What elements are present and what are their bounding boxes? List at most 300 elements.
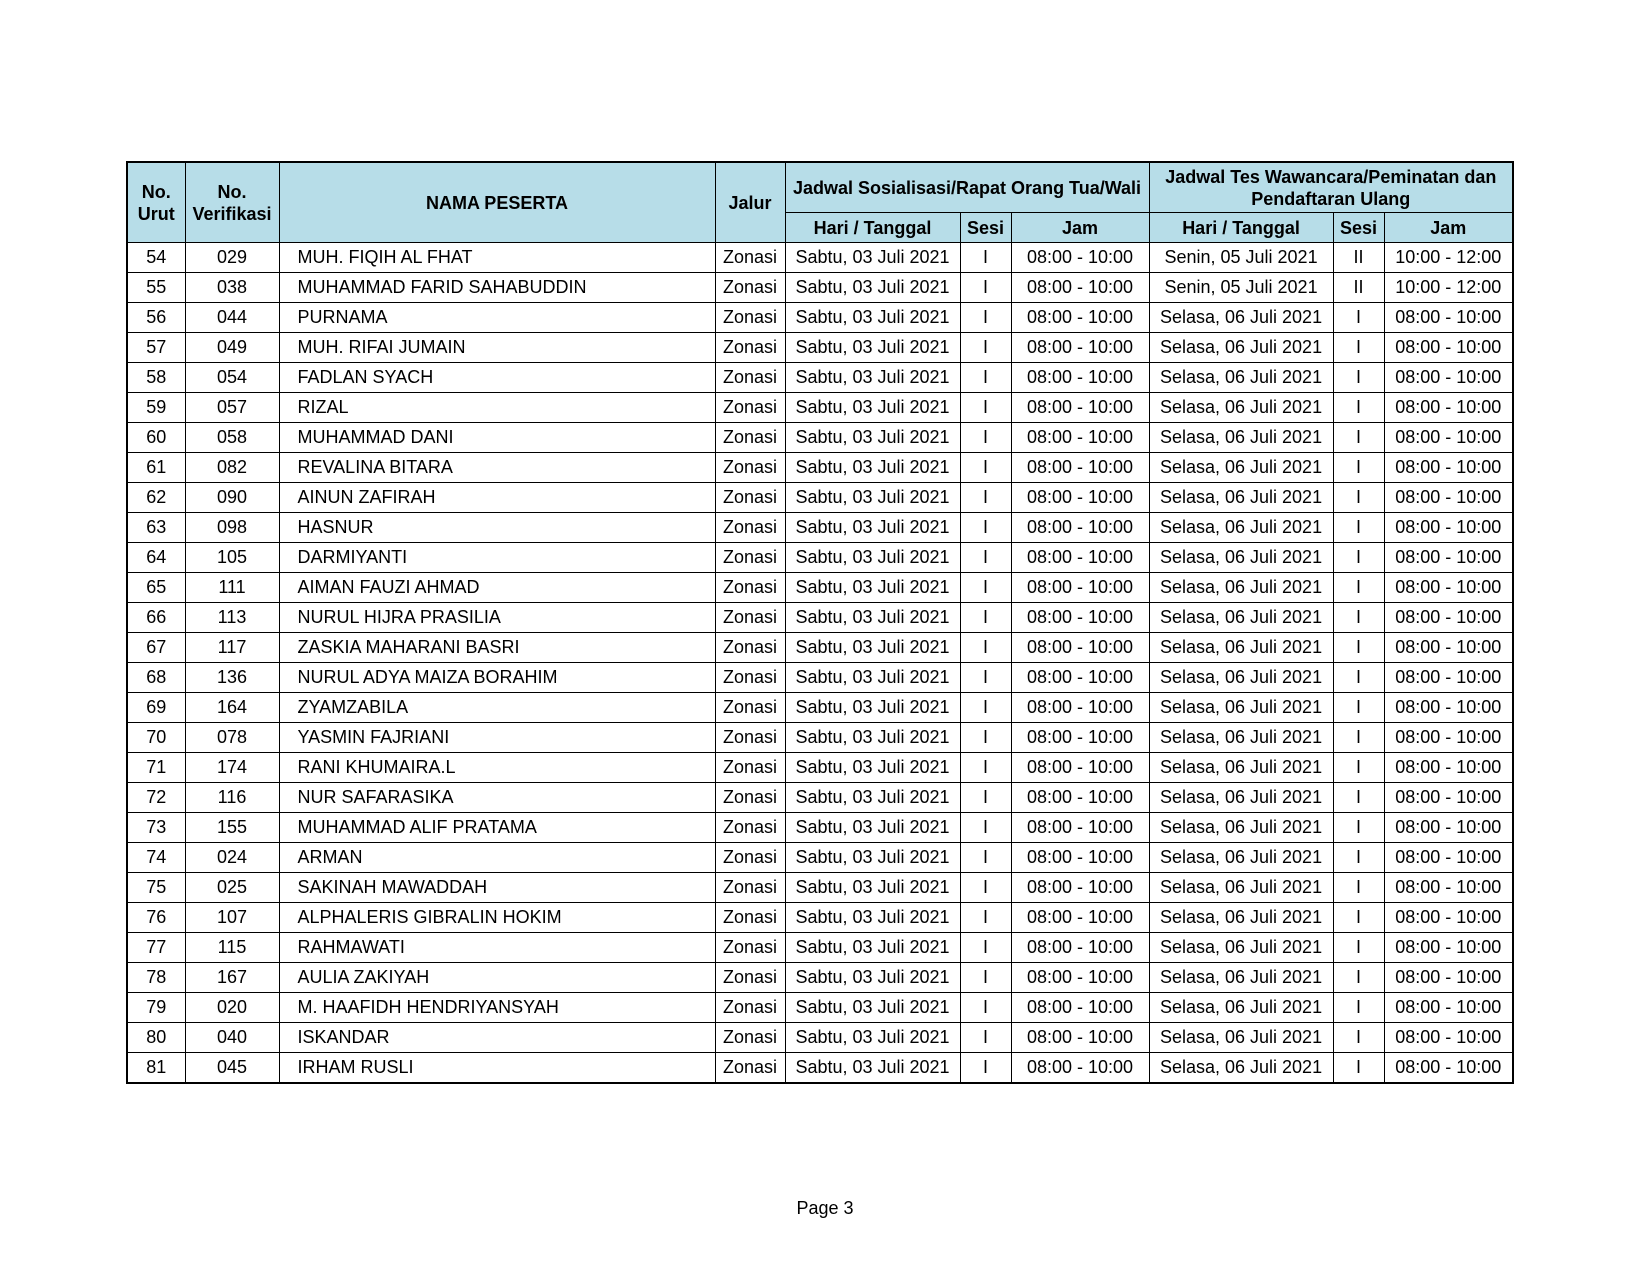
cell-hari-tanggal-sosialisasi: Sabtu, 03 Juli 2021 bbox=[785, 873, 960, 903]
cell-hari-tanggal-sosialisasi: Sabtu, 03 Juli 2021 bbox=[785, 603, 960, 633]
cell-sesi-tes: I bbox=[1333, 633, 1384, 663]
cell-sesi-tes: I bbox=[1333, 843, 1384, 873]
cell-sesi-tes: I bbox=[1333, 513, 1384, 543]
cell-hari-tanggal-tes: Selasa, 06 Juli 2021 bbox=[1149, 303, 1333, 333]
table-row bbox=[127, 723, 1513, 753]
header-jam-1: Jam bbox=[1011, 213, 1149, 243]
cell-sesi-sosialisasi: I bbox=[960, 813, 1011, 843]
table-row bbox=[127, 993, 1513, 1023]
cell-hari-tanggal-tes: Selasa, 06 Juli 2021 bbox=[1149, 513, 1333, 543]
cell-no-urut: 75 bbox=[127, 873, 185, 903]
cell-sesi-sosialisasi: I bbox=[960, 543, 1011, 573]
cell-jalur: Zonasi bbox=[715, 753, 785, 783]
table-row bbox=[127, 363, 1513, 393]
cell-nama: YASMIN FAJRIANI bbox=[279, 723, 715, 753]
cell-sesi-tes: II bbox=[1333, 243, 1384, 273]
cell-sesi-tes: I bbox=[1333, 903, 1384, 933]
cell-hari-tanggal-tes: Selasa, 06 Juli 2021 bbox=[1149, 603, 1333, 633]
cell-jam-sosialisasi: 08:00 - 10:00 bbox=[1011, 573, 1149, 603]
cell-sesi-tes: II bbox=[1333, 273, 1384, 303]
table-row bbox=[127, 273, 1513, 303]
header-nama-peserta: NAMA PESERTA bbox=[279, 162, 715, 243]
cell-jalur: Zonasi bbox=[715, 543, 785, 573]
cell-no-urut: 71 bbox=[127, 753, 185, 783]
cell-no-urut: 80 bbox=[127, 1023, 185, 1053]
cell-jalur: Zonasi bbox=[715, 1023, 785, 1053]
cell-jalur: Zonasi bbox=[715, 603, 785, 633]
table-row bbox=[127, 933, 1513, 963]
cell-no-verifikasi: 115 bbox=[185, 933, 279, 963]
cell-jalur: Zonasi bbox=[715, 573, 785, 603]
cell-no-verifikasi: 024 bbox=[185, 843, 279, 873]
cell-jam-tes: 08:00 - 10:00 bbox=[1384, 393, 1513, 423]
cell-nama: MUHAMMAD FARID SAHABUDDIN bbox=[279, 273, 715, 303]
cell-sesi-tes: I bbox=[1333, 303, 1384, 333]
cell-sesi-sosialisasi: I bbox=[960, 933, 1011, 963]
cell-hari-tanggal-tes: Senin, 05 Juli 2021 bbox=[1149, 273, 1333, 303]
cell-sesi-tes: I bbox=[1333, 333, 1384, 363]
cell-no-verifikasi: 174 bbox=[185, 753, 279, 783]
cell-nama: HASNUR bbox=[279, 513, 715, 543]
cell-no-urut: 72 bbox=[127, 783, 185, 813]
cell-jam-tes: 08:00 - 10:00 bbox=[1384, 1023, 1513, 1053]
cell-jam-tes: 08:00 - 10:00 bbox=[1384, 303, 1513, 333]
table-body bbox=[127, 243, 1513, 1084]
cell-sesi-sosialisasi: I bbox=[960, 903, 1011, 933]
header-hari-tanggal-2: Hari / Tanggal bbox=[1149, 213, 1333, 243]
cell-nama: RIZAL bbox=[279, 393, 715, 423]
cell-hari-tanggal-tes: Selasa, 06 Juli 2021 bbox=[1149, 453, 1333, 483]
cell-jam-sosialisasi: 08:00 - 10:00 bbox=[1011, 993, 1149, 1023]
cell-jalur: Zonasi bbox=[715, 843, 785, 873]
cell-nama: AIMAN FAUZI AHMAD bbox=[279, 573, 715, 603]
cell-no-verifikasi: 107 bbox=[185, 903, 279, 933]
cell-jam-sosialisasi: 08:00 - 10:00 bbox=[1011, 363, 1149, 393]
cell-jam-tes: 08:00 - 10:00 bbox=[1384, 513, 1513, 543]
cell-jam-sosialisasi: 08:00 - 10:00 bbox=[1011, 933, 1149, 963]
cell-no-verifikasi: 078 bbox=[185, 723, 279, 753]
cell-no-verifikasi: 038 bbox=[185, 273, 279, 303]
table-row bbox=[127, 333, 1513, 363]
cell-sesi-sosialisasi: I bbox=[960, 423, 1011, 453]
cell-jalur: Zonasi bbox=[715, 963, 785, 993]
cell-jam-sosialisasi: 08:00 - 10:00 bbox=[1011, 333, 1149, 363]
table-row bbox=[127, 633, 1513, 663]
cell-hari-tanggal-sosialisasi: Sabtu, 03 Juli 2021 bbox=[785, 1023, 960, 1053]
cell-nama: MUH. FIQIH AL FHAT bbox=[279, 243, 715, 273]
cell-no-verifikasi: 082 bbox=[185, 453, 279, 483]
cell-jam-sosialisasi: 08:00 - 10:00 bbox=[1011, 423, 1149, 453]
cell-hari-tanggal-tes: Selasa, 06 Juli 2021 bbox=[1149, 1053, 1333, 1084]
cell-jalur: Zonasi bbox=[715, 873, 785, 903]
table-row bbox=[127, 753, 1513, 783]
cell-no-verifikasi: 029 bbox=[185, 243, 279, 273]
table-row bbox=[127, 483, 1513, 513]
cell-jalur: Zonasi bbox=[715, 453, 785, 483]
cell-no-urut: 68 bbox=[127, 663, 185, 693]
cell-no-urut: 81 bbox=[127, 1053, 185, 1084]
table-row bbox=[127, 693, 1513, 723]
cell-sesi-sosialisasi: I bbox=[960, 753, 1011, 783]
cell-sesi-tes: I bbox=[1333, 873, 1384, 903]
cell-nama: IRHAM RUSLI bbox=[279, 1053, 715, 1084]
cell-no-verifikasi: 113 bbox=[185, 603, 279, 633]
schedule-table bbox=[126, 161, 1514, 1084]
cell-sesi-sosialisasi: I bbox=[960, 783, 1011, 813]
table-row bbox=[127, 1053, 1513, 1084]
cell-hari-tanggal-sosialisasi: Sabtu, 03 Juli 2021 bbox=[785, 1053, 960, 1084]
cell-jalur: Zonasi bbox=[715, 903, 785, 933]
cell-jam-tes: 08:00 - 10:00 bbox=[1384, 483, 1513, 513]
cell-nama: M. HAAFIDH HENDRIYANSYAH bbox=[279, 993, 715, 1023]
cell-hari-tanggal-tes: Selasa, 06 Juli 2021 bbox=[1149, 783, 1333, 813]
cell-hari-tanggal-tes: Selasa, 06 Juli 2021 bbox=[1149, 393, 1333, 423]
table-row bbox=[127, 813, 1513, 843]
cell-sesi-tes: I bbox=[1333, 933, 1384, 963]
cell-sesi-sosialisasi: I bbox=[960, 513, 1011, 543]
cell-jam-tes: 08:00 - 10:00 bbox=[1384, 993, 1513, 1023]
table-row bbox=[127, 843, 1513, 873]
cell-hari-tanggal-tes: Selasa, 06 Juli 2021 bbox=[1149, 693, 1333, 723]
cell-no-urut: 61 bbox=[127, 453, 185, 483]
cell-jam-sosialisasi: 08:00 - 10:00 bbox=[1011, 753, 1149, 783]
cell-jam-sosialisasi: 08:00 - 10:00 bbox=[1011, 1053, 1149, 1084]
cell-jam-tes: 08:00 - 10:00 bbox=[1384, 843, 1513, 873]
cell-jalur: Zonasi bbox=[715, 303, 785, 333]
cell-hari-tanggal-sosialisasi: Sabtu, 03 Juli 2021 bbox=[785, 903, 960, 933]
cell-jalur: Zonasi bbox=[715, 393, 785, 423]
cell-nama: MUHAMMAD DANI bbox=[279, 423, 715, 453]
cell-no-urut: 58 bbox=[127, 363, 185, 393]
cell-no-urut: 74 bbox=[127, 843, 185, 873]
cell-sesi-tes: I bbox=[1333, 663, 1384, 693]
cell-jam-tes: 08:00 - 10:00 bbox=[1384, 783, 1513, 813]
table-row bbox=[127, 783, 1513, 813]
table-row bbox=[127, 1023, 1513, 1053]
cell-nama: AINUN ZAFIRAH bbox=[279, 483, 715, 513]
cell-nama: ISKANDAR bbox=[279, 1023, 715, 1053]
cell-no-urut: 76 bbox=[127, 903, 185, 933]
cell-jam-tes: 08:00 - 10:00 bbox=[1384, 633, 1513, 663]
cell-jam-sosialisasi: 08:00 - 10:00 bbox=[1011, 963, 1149, 993]
cell-nama: ZASKIA MAHARANI BASRI bbox=[279, 633, 715, 663]
cell-sesi-sosialisasi: I bbox=[960, 1023, 1011, 1053]
cell-sesi-tes: I bbox=[1333, 483, 1384, 513]
cell-hari-tanggal-tes: Selasa, 06 Juli 2021 bbox=[1149, 573, 1333, 603]
cell-jam-sosialisasi: 08:00 - 10:00 bbox=[1011, 783, 1149, 813]
cell-hari-tanggal-tes: Selasa, 06 Juli 2021 bbox=[1149, 723, 1333, 753]
cell-sesi-tes: I bbox=[1333, 453, 1384, 483]
cell-hari-tanggal-sosialisasi: Sabtu, 03 Juli 2021 bbox=[785, 453, 960, 483]
cell-no-urut: 73 bbox=[127, 813, 185, 843]
cell-sesi-sosialisasi: I bbox=[960, 1053, 1011, 1084]
cell-jam-sosialisasi: 08:00 - 10:00 bbox=[1011, 903, 1149, 933]
cell-jam-tes: 08:00 - 10:00 bbox=[1384, 573, 1513, 603]
table-row bbox=[127, 243, 1513, 273]
cell-no-urut: 77 bbox=[127, 933, 185, 963]
cell-hari-tanggal-sosialisasi: Sabtu, 03 Juli 2021 bbox=[785, 243, 960, 273]
cell-no-verifikasi: 167 bbox=[185, 963, 279, 993]
cell-no-verifikasi: 057 bbox=[185, 393, 279, 423]
cell-no-urut: 63 bbox=[127, 513, 185, 543]
cell-no-urut: 60 bbox=[127, 423, 185, 453]
cell-sesi-sosialisasi: I bbox=[960, 663, 1011, 693]
cell-jam-sosialisasi: 08:00 - 10:00 bbox=[1011, 483, 1149, 513]
cell-jam-sosialisasi: 08:00 - 10:00 bbox=[1011, 723, 1149, 753]
cell-jam-sosialisasi: 08:00 - 10:00 bbox=[1011, 453, 1149, 483]
cell-jam-tes: 08:00 - 10:00 bbox=[1384, 873, 1513, 903]
header-hari-tanggal-1: Hari / Tanggal bbox=[785, 213, 960, 243]
cell-sesi-tes: I bbox=[1333, 993, 1384, 1023]
cell-nama: RANI KHUMAIRA.L bbox=[279, 753, 715, 783]
cell-nama: MUHAMMAD ALIF PRATAMA bbox=[279, 813, 715, 843]
cell-no-urut: 69 bbox=[127, 693, 185, 723]
table-row bbox=[127, 393, 1513, 423]
cell-jam-sosialisasi: 08:00 - 10:00 bbox=[1011, 633, 1149, 663]
cell-hari-tanggal-tes: Selasa, 06 Juli 2021 bbox=[1149, 543, 1333, 573]
header-group-sosialisasi: Jadwal Sosialisasi/Rapat Orang Tua/Wali bbox=[785, 162, 1149, 213]
cell-no-verifikasi: 054 bbox=[185, 363, 279, 393]
cell-hari-tanggal-tes: Selasa, 06 Juli 2021 bbox=[1149, 333, 1333, 363]
cell-jalur: Zonasi bbox=[715, 273, 785, 303]
table-row bbox=[127, 873, 1513, 903]
cell-sesi-tes: I bbox=[1333, 1053, 1384, 1084]
cell-no-verifikasi: 044 bbox=[185, 303, 279, 333]
cell-no-urut: 56 bbox=[127, 303, 185, 333]
cell-no-urut: 65 bbox=[127, 573, 185, 603]
cell-jam-sosialisasi: 08:00 - 10:00 bbox=[1011, 393, 1149, 423]
cell-sesi-sosialisasi: I bbox=[960, 603, 1011, 633]
cell-hari-tanggal-sosialisasi: Sabtu, 03 Juli 2021 bbox=[785, 423, 960, 453]
cell-hari-tanggal-sosialisasi: Sabtu, 03 Juli 2021 bbox=[785, 753, 960, 783]
cell-hari-tanggal-sosialisasi: Sabtu, 03 Juli 2021 bbox=[785, 543, 960, 573]
cell-sesi-sosialisasi: I bbox=[960, 483, 1011, 513]
cell-hari-tanggal-sosialisasi: Sabtu, 03 Juli 2021 bbox=[785, 513, 960, 543]
cell-jam-tes: 08:00 - 10:00 bbox=[1384, 903, 1513, 933]
cell-nama: RAHMAWATI bbox=[279, 933, 715, 963]
cell-hari-tanggal-tes: Selasa, 06 Juli 2021 bbox=[1149, 1023, 1333, 1053]
cell-no-urut: 67 bbox=[127, 633, 185, 663]
cell-no-verifikasi: 155 bbox=[185, 813, 279, 843]
table-row bbox=[127, 513, 1513, 543]
cell-sesi-tes: I bbox=[1333, 813, 1384, 843]
cell-no-verifikasi: 045 bbox=[185, 1053, 279, 1084]
cell-jam-tes: 08:00 - 10:00 bbox=[1384, 333, 1513, 363]
cell-no-verifikasi: 025 bbox=[185, 873, 279, 903]
cell-jam-sosialisasi: 08:00 - 10:00 bbox=[1011, 1023, 1149, 1053]
cell-nama: MUH. RIFAI JUMAIN bbox=[279, 333, 715, 363]
cell-sesi-tes: I bbox=[1333, 573, 1384, 603]
cell-no-urut: 59 bbox=[127, 393, 185, 423]
header-no-verifikasi: No. Verifikasi bbox=[185, 162, 279, 243]
cell-no-verifikasi: 040 bbox=[185, 1023, 279, 1053]
cell-jam-tes: 08:00 - 10:00 bbox=[1384, 603, 1513, 633]
cell-hari-tanggal-sosialisasi: Sabtu, 03 Juli 2021 bbox=[785, 723, 960, 753]
cell-nama: ALPHALERIS GIBRALIN HOKIM bbox=[279, 903, 715, 933]
cell-jam-sosialisasi: 08:00 - 10:00 bbox=[1011, 243, 1149, 273]
table-row bbox=[127, 573, 1513, 603]
cell-jam-tes: 08:00 - 10:00 bbox=[1384, 453, 1513, 483]
cell-jam-tes: 08:00 - 10:00 bbox=[1384, 933, 1513, 963]
cell-hari-tanggal-sosialisasi: Sabtu, 03 Juli 2021 bbox=[785, 273, 960, 303]
cell-no-verifikasi: 111 bbox=[185, 573, 279, 603]
cell-hari-tanggal-tes: Senin, 05 Juli 2021 bbox=[1149, 243, 1333, 273]
table-row bbox=[127, 303, 1513, 333]
header-jam-2: Jam bbox=[1384, 213, 1513, 243]
cell-jam-tes: 10:00 - 12:00 bbox=[1384, 243, 1513, 273]
cell-jam-tes: 08:00 - 10:00 bbox=[1384, 723, 1513, 753]
cell-sesi-tes: I bbox=[1333, 753, 1384, 783]
cell-sesi-sosialisasi: I bbox=[960, 303, 1011, 333]
cell-jam-tes: 10:00 - 12:00 bbox=[1384, 273, 1513, 303]
cell-no-urut: 66 bbox=[127, 603, 185, 633]
cell-hari-tanggal-tes: Selasa, 06 Juli 2021 bbox=[1149, 843, 1333, 873]
cell-hari-tanggal-tes: Selasa, 06 Juli 2021 bbox=[1149, 753, 1333, 783]
cell-jam-sosialisasi: 08:00 - 10:00 bbox=[1011, 603, 1149, 633]
cell-jam-sosialisasi: 08:00 - 10:00 bbox=[1011, 273, 1149, 303]
table-row bbox=[127, 963, 1513, 993]
cell-jalur: Zonasi bbox=[715, 363, 785, 393]
cell-nama: REVALINA BITARA bbox=[279, 453, 715, 483]
cell-sesi-tes: I bbox=[1333, 783, 1384, 813]
cell-hari-tanggal-sosialisasi: Sabtu, 03 Juli 2021 bbox=[785, 993, 960, 1023]
cell-hari-tanggal-sosialisasi: Sabtu, 03 Juli 2021 bbox=[785, 663, 960, 693]
cell-jalur: Zonasi bbox=[715, 1053, 785, 1084]
cell-sesi-sosialisasi: I bbox=[960, 843, 1011, 873]
cell-sesi-sosialisasi: I bbox=[960, 993, 1011, 1023]
cell-jam-sosialisasi: 08:00 - 10:00 bbox=[1011, 303, 1149, 333]
cell-nama: NURUL HIJRA PRASILIA bbox=[279, 603, 715, 633]
cell-hari-tanggal-sosialisasi: Sabtu, 03 Juli 2021 bbox=[785, 363, 960, 393]
cell-jalur: Zonasi bbox=[715, 723, 785, 753]
cell-hari-tanggal-sosialisasi: Sabtu, 03 Juli 2021 bbox=[785, 393, 960, 423]
cell-jam-tes: 08:00 - 10:00 bbox=[1384, 663, 1513, 693]
cell-jalur: Zonasi bbox=[715, 633, 785, 663]
cell-sesi-sosialisasi: I bbox=[960, 273, 1011, 303]
header-jalur: Jalur bbox=[715, 162, 785, 243]
cell-no-urut: 70 bbox=[127, 723, 185, 753]
cell-no-verifikasi: 090 bbox=[185, 483, 279, 513]
table-row bbox=[127, 423, 1513, 453]
cell-jalur: Zonasi bbox=[715, 813, 785, 843]
cell-sesi-sosialisasi: I bbox=[960, 363, 1011, 393]
cell-sesi-tes: I bbox=[1333, 693, 1384, 723]
cell-jalur: Zonasi bbox=[715, 783, 785, 813]
cell-sesi-tes: I bbox=[1333, 543, 1384, 573]
cell-sesi-tes: I bbox=[1333, 723, 1384, 753]
page-number: Page 3 bbox=[796, 1198, 854, 1218]
header-sesi-1: Sesi bbox=[960, 213, 1011, 243]
header-group-tes: Jadwal Tes Wawancara/Peminatan dan Pendaftaran Ulang bbox=[1149, 162, 1513, 213]
cell-hari-tanggal-tes: Selasa, 06 Juli 2021 bbox=[1149, 813, 1333, 843]
cell-sesi-tes: I bbox=[1333, 423, 1384, 453]
cell-jalur: Zonasi bbox=[715, 243, 785, 273]
cell-no-verifikasi: 098 bbox=[185, 513, 279, 543]
cell-hari-tanggal-tes: Selasa, 06 Juli 2021 bbox=[1149, 483, 1333, 513]
cell-nama: SAKINAH MAWADDAH bbox=[279, 873, 715, 903]
cell-sesi-sosialisasi: I bbox=[960, 333, 1011, 363]
cell-hari-tanggal-sosialisasi: Sabtu, 03 Juli 2021 bbox=[785, 813, 960, 843]
cell-jalur: Zonasi bbox=[715, 483, 785, 513]
cell-hari-tanggal-tes: Selasa, 06 Juli 2021 bbox=[1149, 423, 1333, 453]
cell-jam-sosialisasi: 08:00 - 10:00 bbox=[1011, 693, 1149, 723]
cell-jalur: Zonasi bbox=[715, 933, 785, 963]
cell-jalur: Zonasi bbox=[715, 993, 785, 1023]
cell-hari-tanggal-tes: Selasa, 06 Juli 2021 bbox=[1149, 993, 1333, 1023]
cell-jam-tes: 08:00 - 10:00 bbox=[1384, 423, 1513, 453]
cell-no-verifikasi: 020 bbox=[185, 993, 279, 1023]
cell-no-verifikasi: 049 bbox=[185, 333, 279, 363]
cell-hari-tanggal-sosialisasi: Sabtu, 03 Juli 2021 bbox=[785, 633, 960, 663]
cell-hari-tanggal-sosialisasi: Sabtu, 03 Juli 2021 bbox=[785, 693, 960, 723]
cell-nama: ARMAN bbox=[279, 843, 715, 873]
cell-hari-tanggal-tes: Selasa, 06 Juli 2021 bbox=[1149, 933, 1333, 963]
cell-jalur: Zonasi bbox=[715, 333, 785, 363]
table-row bbox=[127, 603, 1513, 633]
cell-sesi-sosialisasi: I bbox=[960, 723, 1011, 753]
cell-hari-tanggal-sosialisasi: Sabtu, 03 Juli 2021 bbox=[785, 303, 960, 333]
cell-nama: NURUL ADYA MAIZA BORAHIM bbox=[279, 663, 715, 693]
cell-jalur: Zonasi bbox=[715, 663, 785, 693]
cell-sesi-sosialisasi: I bbox=[960, 393, 1011, 423]
cell-no-verifikasi: 105 bbox=[185, 543, 279, 573]
cell-sesi-sosialisasi: I bbox=[960, 573, 1011, 603]
cell-no-verifikasi: 164 bbox=[185, 693, 279, 723]
cell-sesi-sosialisasi: I bbox=[960, 963, 1011, 993]
cell-nama: ZYAMZABILA bbox=[279, 693, 715, 723]
cell-no-verifikasi: 058 bbox=[185, 423, 279, 453]
cell-sesi-sosialisasi: I bbox=[960, 633, 1011, 663]
cell-no-urut: 79 bbox=[127, 993, 185, 1023]
cell-sesi-sosialisasi: I bbox=[960, 243, 1011, 273]
cell-no-verifikasi: 117 bbox=[185, 633, 279, 663]
cell-no-urut: 54 bbox=[127, 243, 185, 273]
cell-jam-tes: 08:00 - 10:00 bbox=[1384, 1053, 1513, 1084]
cell-hari-tanggal-sosialisasi: Sabtu, 03 Juli 2021 bbox=[785, 783, 960, 813]
cell-jalur: Zonasi bbox=[715, 693, 785, 723]
cell-jam-sosialisasi: 08:00 - 10:00 bbox=[1011, 873, 1149, 903]
cell-nama: FADLAN SYACH bbox=[279, 363, 715, 393]
cell-sesi-tes: I bbox=[1333, 1023, 1384, 1053]
cell-hari-tanggal-tes: Selasa, 06 Juli 2021 bbox=[1149, 963, 1333, 993]
cell-hari-tanggal-tes: Selasa, 06 Juli 2021 bbox=[1149, 903, 1333, 933]
cell-jalur: Zonasi bbox=[715, 513, 785, 543]
cell-no-urut: 55 bbox=[127, 273, 185, 303]
cell-hari-tanggal-sosialisasi: Sabtu, 03 Juli 2021 bbox=[785, 963, 960, 993]
cell-sesi-tes: I bbox=[1333, 393, 1384, 423]
cell-hari-tanggal-sosialisasi: Sabtu, 03 Juli 2021 bbox=[785, 573, 960, 603]
cell-sesi-tes: I bbox=[1333, 363, 1384, 393]
cell-jam-tes: 08:00 - 10:00 bbox=[1384, 963, 1513, 993]
cell-no-urut: 57 bbox=[127, 333, 185, 363]
table-row bbox=[127, 663, 1513, 693]
cell-jalur: Zonasi bbox=[715, 423, 785, 453]
table-row bbox=[127, 903, 1513, 933]
table-row bbox=[127, 453, 1513, 483]
cell-jam-tes: 08:00 - 10:00 bbox=[1384, 813, 1513, 843]
cell-no-verifikasi: 136 bbox=[185, 663, 279, 693]
cell-jam-sosialisasi: 08:00 - 10:00 bbox=[1011, 843, 1149, 873]
cell-sesi-tes: I bbox=[1333, 963, 1384, 993]
cell-sesi-sosialisasi: I bbox=[960, 453, 1011, 483]
cell-nama: DARMIYANTI bbox=[279, 543, 715, 573]
cell-sesi-tes: I bbox=[1333, 603, 1384, 633]
cell-no-urut: 62 bbox=[127, 483, 185, 513]
cell-no-urut: 64 bbox=[127, 543, 185, 573]
cell-jam-tes: 08:00 - 10:00 bbox=[1384, 543, 1513, 573]
cell-hari-tanggal-sosialisasi: Sabtu, 03 Juli 2021 bbox=[785, 333, 960, 363]
cell-hari-tanggal-tes: Selasa, 06 Juli 2021 bbox=[1149, 363, 1333, 393]
